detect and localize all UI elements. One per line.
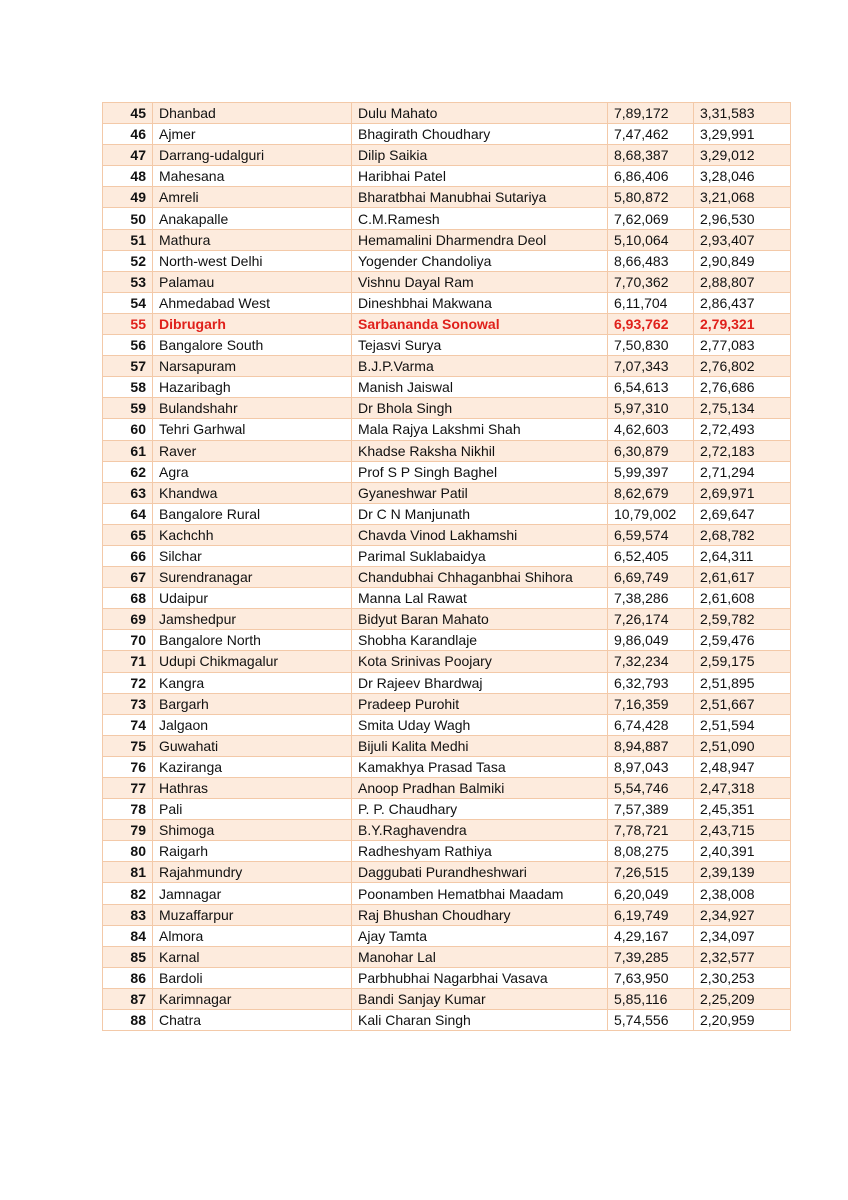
- candidate-cell: Shobha Karandlaje: [352, 630, 608, 651]
- constituency-cell: Bangalore North: [153, 630, 352, 651]
- votes-cell: 6,93,762: [608, 313, 694, 334]
- votes-cell: 8,94,887: [608, 735, 694, 756]
- constituency-cell: Agra: [153, 461, 352, 482]
- table-row: [103, 904, 791, 925]
- margin-cell: 2,34,097: [694, 925, 791, 946]
- votes-cell: 5,99,397: [608, 461, 694, 482]
- rank-cell: 72: [103, 672, 153, 693]
- table-row: [103, 208, 791, 229]
- constituency-cell: Khandwa: [153, 482, 352, 503]
- margin-cell: 2,77,083: [694, 335, 791, 356]
- margin-cell: 2,30,253: [694, 967, 791, 988]
- candidate-cell: Dr C N Manjunath: [352, 503, 608, 524]
- constituency-cell: Tehri Garhwal: [153, 419, 352, 440]
- constituency-cell: Bangalore Rural: [153, 503, 352, 524]
- candidate-cell: Pradeep Purohit: [352, 693, 608, 714]
- rank-cell: 50: [103, 208, 153, 229]
- margin-cell: 2,59,782: [694, 609, 791, 630]
- candidate-cell: Khadse Raksha Nikhil: [352, 440, 608, 461]
- rank-cell: 82: [103, 883, 153, 904]
- candidate-cell: Dilip Saikia: [352, 145, 608, 166]
- constituency-cell: Surendranagar: [153, 567, 352, 588]
- constituency-cell: Mathura: [153, 229, 352, 250]
- margin-cell: 2,38,008: [694, 883, 791, 904]
- rank-cell: 83: [103, 904, 153, 925]
- rank-cell: 81: [103, 862, 153, 883]
- rank-cell: 73: [103, 693, 153, 714]
- margin-cell: 2,20,959: [694, 1010, 791, 1031]
- margin-cell: 2,51,090: [694, 735, 791, 756]
- margin-cell: 2,75,134: [694, 398, 791, 419]
- rank-cell: 51: [103, 229, 153, 250]
- constituency-cell: Raigarh: [153, 841, 352, 862]
- votes-cell: 6,59,574: [608, 524, 694, 545]
- rank-cell: 88: [103, 1010, 153, 1031]
- candidate-cell: Manish Jaiswal: [352, 377, 608, 398]
- rank-cell: 76: [103, 756, 153, 777]
- votes-cell: 8,08,275: [608, 841, 694, 862]
- candidate-cell: Bharatbhai Manubhai Sutariya: [352, 187, 608, 208]
- candidate-cell: Parbhubhai Nagarbhai Vasava: [352, 967, 608, 988]
- candidate-cell: Chandubhai Chhaganbhai Shihora: [352, 567, 608, 588]
- margin-cell: 2,61,617: [694, 567, 791, 588]
- constituency-cell: Karimnagar: [153, 988, 352, 1009]
- table-row: [103, 946, 791, 967]
- rank-cell: 52: [103, 250, 153, 271]
- votes-cell: 6,74,428: [608, 714, 694, 735]
- results-table-body: [103, 103, 791, 1031]
- candidate-cell: B.J.P.Varma: [352, 356, 608, 377]
- candidate-cell: Smita Uday Wagh: [352, 714, 608, 735]
- table-row: [103, 377, 791, 398]
- margin-cell: 2,45,351: [694, 799, 791, 820]
- table-row: [103, 313, 791, 334]
- margin-cell: 2,51,895: [694, 672, 791, 693]
- margin-cell: 2,72,493: [694, 419, 791, 440]
- rank-cell: 77: [103, 778, 153, 799]
- votes-cell: 5,85,116: [608, 988, 694, 1009]
- candidate-cell: Prof S P Singh Baghel: [352, 461, 608, 482]
- candidate-cell: Gyaneshwar Patil: [352, 482, 608, 503]
- votes-cell: 10,79,002: [608, 503, 694, 524]
- constituency-cell: Silchar: [153, 545, 352, 566]
- votes-cell: 6,30,879: [608, 440, 694, 461]
- rank-cell: 64: [103, 503, 153, 524]
- votes-cell: 7,57,389: [608, 799, 694, 820]
- candidate-cell: Dr Rajeev Bhardwaj: [352, 672, 608, 693]
- margin-cell: 2,72,183: [694, 440, 791, 461]
- rank-cell: 71: [103, 651, 153, 672]
- margin-cell: 2,47,318: [694, 778, 791, 799]
- rank-cell: 45: [103, 103, 153, 124]
- rank-cell: 58: [103, 377, 153, 398]
- constituency-cell: Bardoli: [153, 967, 352, 988]
- votes-cell: 7,70,362: [608, 271, 694, 292]
- constituency-cell: Pali: [153, 799, 352, 820]
- rank-cell: 70: [103, 630, 153, 651]
- table-row: [103, 398, 791, 419]
- votes-cell: 4,62,603: [608, 419, 694, 440]
- margin-cell: 2,93,407: [694, 229, 791, 250]
- results-table: [102, 102, 791, 1031]
- table-row: [103, 271, 791, 292]
- rank-cell: 68: [103, 588, 153, 609]
- table-row: [103, 799, 791, 820]
- candidate-cell: C.M.Ramesh: [352, 208, 608, 229]
- candidate-cell: Poonamben Hematbhai Maadam: [352, 883, 608, 904]
- table-row: [103, 166, 791, 187]
- table-row: [103, 545, 791, 566]
- constituency-cell: Bulandshahr: [153, 398, 352, 419]
- table-row: [103, 883, 791, 904]
- margin-cell: 2,86,437: [694, 292, 791, 313]
- rank-cell: 59: [103, 398, 153, 419]
- constituency-cell: Hazaribagh: [153, 377, 352, 398]
- votes-cell: 7,62,069: [608, 208, 694, 229]
- table-row: [103, 292, 791, 313]
- constituency-cell: Karnal: [153, 946, 352, 967]
- candidate-cell: Hemamalini Dharmendra Deol: [352, 229, 608, 250]
- table-row: [103, 735, 791, 756]
- constituency-cell: Muzaffarpur: [153, 904, 352, 925]
- candidate-cell: Bhagirath Choudhary: [352, 124, 608, 145]
- candidate-cell: Bandi Sanjay Kumar: [352, 988, 608, 1009]
- votes-cell: 7,63,950: [608, 967, 694, 988]
- constituency-cell: Hathras: [153, 778, 352, 799]
- margin-cell: 2,76,686: [694, 377, 791, 398]
- votes-cell: 8,97,043: [608, 756, 694, 777]
- constituency-cell: Kachchh: [153, 524, 352, 545]
- candidate-cell: Kali Charan Singh: [352, 1010, 608, 1031]
- candidate-cell: Raj Bhushan Choudhary: [352, 904, 608, 925]
- margin-cell: 2,69,647: [694, 503, 791, 524]
- votes-cell: 6,20,049: [608, 883, 694, 904]
- constituency-cell: Jamnagar: [153, 883, 352, 904]
- rank-cell: 75: [103, 735, 153, 756]
- constituency-cell: Dibrugarh: [153, 313, 352, 334]
- candidate-cell: Anoop Pradhan Balmiki: [352, 778, 608, 799]
- candidate-cell: Manna Lal Rawat: [352, 588, 608, 609]
- constituency-cell: Darrang-udalguri: [153, 145, 352, 166]
- rank-cell: 46: [103, 124, 153, 145]
- candidate-cell: Dulu Mahato: [352, 103, 608, 124]
- constituency-cell: Dhanbad: [153, 103, 352, 124]
- votes-cell: 7,07,343: [608, 356, 694, 377]
- table-row: [103, 841, 791, 862]
- table-row: [103, 229, 791, 250]
- margin-cell: 2,64,311: [694, 545, 791, 566]
- candidate-cell: Manohar Lal: [352, 946, 608, 967]
- rank-cell: 65: [103, 524, 153, 545]
- margin-cell: 2,39,139: [694, 862, 791, 883]
- rank-cell: 49: [103, 187, 153, 208]
- rank-cell: 56: [103, 335, 153, 356]
- rank-cell: 57: [103, 356, 153, 377]
- table-row: [103, 967, 791, 988]
- margin-cell: 2,59,175: [694, 651, 791, 672]
- candidate-cell: Chavda Vinod Lakhamshi: [352, 524, 608, 545]
- votes-cell: 7,26,515: [608, 862, 694, 883]
- rank-cell: 63: [103, 482, 153, 503]
- margin-cell: 2,68,782: [694, 524, 791, 545]
- margin-cell: 2,51,594: [694, 714, 791, 735]
- candidate-cell: Bidyut Baran Mahato: [352, 609, 608, 630]
- margin-cell: 3,21,068: [694, 187, 791, 208]
- votes-cell: 5,54,746: [608, 778, 694, 799]
- margin-cell: 3,28,046: [694, 166, 791, 187]
- candidate-cell: Yogender Chandoliya: [352, 250, 608, 271]
- constituency-cell: Ahmedabad West: [153, 292, 352, 313]
- candidate-cell: Kota Srinivas Poojary: [352, 651, 608, 672]
- margin-cell: 2,71,294: [694, 461, 791, 482]
- table-row: [103, 419, 791, 440]
- candidate-cell: Radheshyam Rathiya: [352, 841, 608, 862]
- table-row: [103, 124, 791, 145]
- margin-cell: 2,32,577: [694, 946, 791, 967]
- constituency-cell: Narsapuram: [153, 356, 352, 377]
- votes-cell: 6,54,613: [608, 377, 694, 398]
- table-row: [103, 440, 791, 461]
- table-row: [103, 567, 791, 588]
- candidate-cell: Kamakhya Prasad Tasa: [352, 756, 608, 777]
- rank-cell: 86: [103, 967, 153, 988]
- constituency-cell: Udupi Chikmagalur: [153, 651, 352, 672]
- table-row: [103, 503, 791, 524]
- constituency-cell: Amreli: [153, 187, 352, 208]
- votes-cell: 4,29,167: [608, 925, 694, 946]
- table-row: [103, 356, 791, 377]
- margin-cell: 2,40,391: [694, 841, 791, 862]
- table-row: [103, 756, 791, 777]
- rank-cell: 78: [103, 799, 153, 820]
- table-row: [103, 672, 791, 693]
- table-row: [103, 1010, 791, 1031]
- margin-cell: 2,61,608: [694, 588, 791, 609]
- margin-cell: 2,96,530: [694, 208, 791, 229]
- votes-cell: 8,66,483: [608, 250, 694, 271]
- rank-cell: 47: [103, 145, 153, 166]
- table-row: [103, 693, 791, 714]
- candidate-cell: Sarbananda Sonowal: [352, 313, 608, 334]
- constituency-cell: Bangalore South: [153, 335, 352, 356]
- table-row: [103, 482, 791, 503]
- rank-cell: 54: [103, 292, 153, 313]
- candidate-cell: P. P. Chaudhary: [352, 799, 608, 820]
- votes-cell: 7,38,286: [608, 588, 694, 609]
- table-row: [103, 335, 791, 356]
- rank-cell: 84: [103, 925, 153, 946]
- constituency-cell: Ajmer: [153, 124, 352, 145]
- table-row: [103, 820, 791, 841]
- candidate-cell: B.Y.Raghavendra: [352, 820, 608, 841]
- candidate-cell: Vishnu Dayal Ram: [352, 271, 608, 292]
- table-row: [103, 145, 791, 166]
- constituency-cell: Kangra: [153, 672, 352, 693]
- constituency-cell: Udaipur: [153, 588, 352, 609]
- candidate-cell: Parimal Suklabaidya: [352, 545, 608, 566]
- votes-cell: 6,11,704: [608, 292, 694, 313]
- constituency-cell: Jalgaon: [153, 714, 352, 735]
- candidate-cell: Daggubati Purandheshwari: [352, 862, 608, 883]
- margin-cell: 2,69,971: [694, 482, 791, 503]
- rank-cell: 74: [103, 714, 153, 735]
- candidate-cell: Dr Bhola Singh: [352, 398, 608, 419]
- candidate-cell: Bijuli Kalita Medhi: [352, 735, 608, 756]
- table-row: [103, 461, 791, 482]
- margin-cell: 2,51,667: [694, 693, 791, 714]
- votes-cell: 8,62,679: [608, 482, 694, 503]
- constituency-cell: Guwahati: [153, 735, 352, 756]
- constituency-cell: Bargarh: [153, 693, 352, 714]
- rank-cell: 61: [103, 440, 153, 461]
- margin-cell: 2,43,715: [694, 820, 791, 841]
- constituency-cell: Almora: [153, 925, 352, 946]
- votes-cell: 7,50,830: [608, 335, 694, 356]
- rank-cell: 85: [103, 946, 153, 967]
- constituency-cell: Jamshedpur: [153, 609, 352, 630]
- rank-cell: 53: [103, 271, 153, 292]
- candidate-cell: Mala Rajya Lakshmi Shah: [352, 419, 608, 440]
- margin-cell: 2,48,947: [694, 756, 791, 777]
- votes-cell: 6,19,749: [608, 904, 694, 925]
- votes-cell: 8,68,387: [608, 145, 694, 166]
- rank-cell: 87: [103, 988, 153, 1009]
- table-row: [103, 588, 791, 609]
- margin-cell: 3,29,012: [694, 145, 791, 166]
- table-row: [103, 651, 791, 672]
- votes-cell: 7,47,462: [608, 124, 694, 145]
- margin-cell: 3,31,583: [694, 103, 791, 124]
- constituency-cell: Palamau: [153, 271, 352, 292]
- votes-cell: 6,32,793: [608, 672, 694, 693]
- votes-cell: 6,52,405: [608, 545, 694, 566]
- rank-cell: 48: [103, 166, 153, 187]
- margin-cell: 2,79,321: [694, 313, 791, 334]
- table-row: [103, 187, 791, 208]
- candidate-cell: Dineshbhai Makwana: [352, 292, 608, 313]
- constituency-cell: North-west Delhi: [153, 250, 352, 271]
- votes-cell: 6,69,749: [608, 567, 694, 588]
- table-row: [103, 250, 791, 271]
- votes-cell: 7,32,234: [608, 651, 694, 672]
- table-row: [103, 988, 791, 1009]
- constituency-cell: Kaziranga: [153, 756, 352, 777]
- constituency-cell: Chatra: [153, 1010, 352, 1031]
- table-row: [103, 524, 791, 545]
- rank-cell: 80: [103, 841, 153, 862]
- rank-cell: 62: [103, 461, 153, 482]
- margin-cell: 2,34,927: [694, 904, 791, 925]
- constituency-cell: Rajahmundry: [153, 862, 352, 883]
- constituency-cell: Mahesana: [153, 166, 352, 187]
- margin-cell: 2,90,849: [694, 250, 791, 271]
- candidate-cell: Ajay Tamta: [352, 925, 608, 946]
- margin-cell: 2,76,802: [694, 356, 791, 377]
- table-row: [103, 103, 791, 124]
- constituency-cell: Raver: [153, 440, 352, 461]
- rank-cell: 67: [103, 567, 153, 588]
- table-row: [103, 714, 791, 735]
- candidate-cell: Haribhai Patel: [352, 166, 608, 187]
- rank-cell: 69: [103, 609, 153, 630]
- rank-cell: 55: [103, 313, 153, 334]
- margin-cell: 3,29,991: [694, 124, 791, 145]
- constituency-cell: Shimoga: [153, 820, 352, 841]
- rank-cell: 66: [103, 545, 153, 566]
- table-row: [103, 778, 791, 799]
- candidate-cell: Tejasvi Surya: [352, 335, 608, 356]
- table-row: [103, 925, 791, 946]
- margin-cell: 2,25,209: [694, 988, 791, 1009]
- votes-cell: 5,74,556: [608, 1010, 694, 1031]
- votes-cell: 5,97,310: [608, 398, 694, 419]
- table-row: [103, 862, 791, 883]
- votes-cell: 7,26,174: [608, 609, 694, 630]
- votes-cell: 7,89,172: [608, 103, 694, 124]
- rank-cell: 79: [103, 820, 153, 841]
- table-row: [103, 630, 791, 651]
- votes-cell: 5,10,064: [608, 229, 694, 250]
- margin-cell: 2,88,807: [694, 271, 791, 292]
- votes-cell: 7,39,285: [608, 946, 694, 967]
- votes-cell: 9,86,049: [608, 630, 694, 651]
- table-row: [103, 609, 791, 630]
- votes-cell: 5,80,872: [608, 187, 694, 208]
- margin-cell: 2,59,476: [694, 630, 791, 651]
- rank-cell: 60: [103, 419, 153, 440]
- votes-cell: 6,86,406: [608, 166, 694, 187]
- votes-cell: 7,78,721: [608, 820, 694, 841]
- constituency-cell: Anakapalle: [153, 208, 352, 229]
- votes-cell: 7,16,359: [608, 693, 694, 714]
